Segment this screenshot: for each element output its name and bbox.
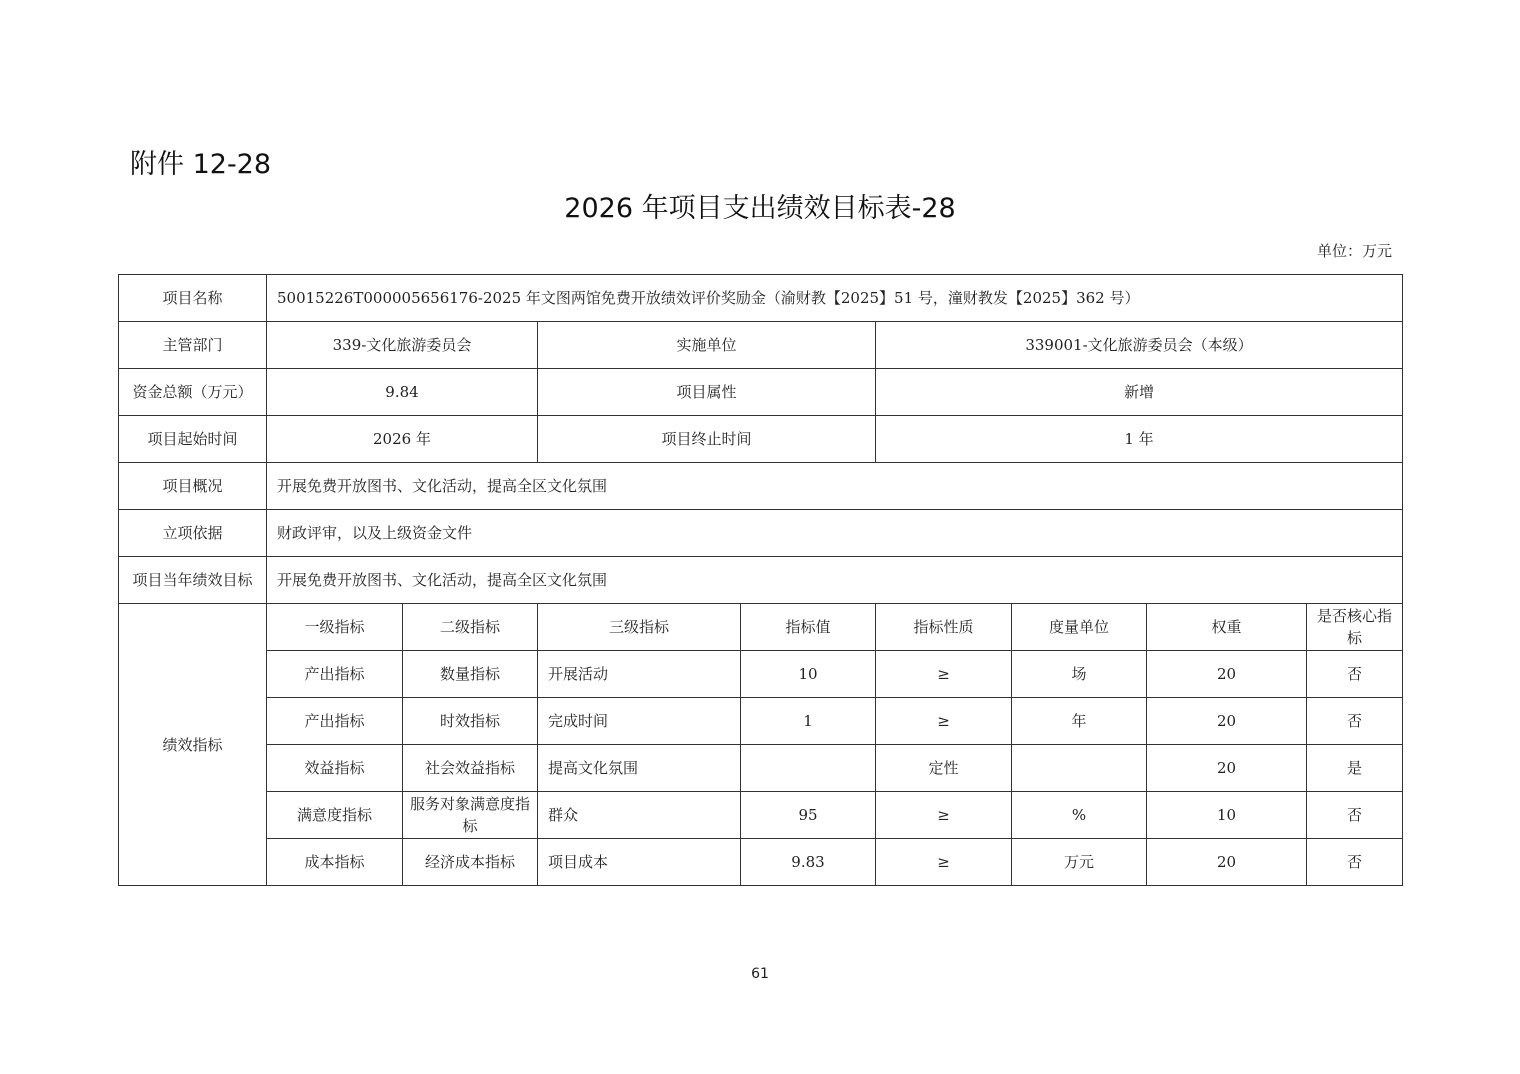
- fund-value: 9.84: [267, 369, 538, 416]
- attr-label: 项目属性: [538, 369, 876, 416]
- level1-cell: 产出指标: [267, 698, 403, 745]
- fund-label: 资金总额（万元）: [119, 369, 267, 416]
- basis-value: 财政评审，以及上级资金文件: [267, 510, 1403, 557]
- nature-cell: ≥: [876, 792, 1012, 839]
- level1-cell: 满意度指标: [267, 792, 403, 839]
- table-row: [119, 839, 1403, 886]
- value-cell: 10: [741, 651, 876, 698]
- indicator-header-row: [119, 604, 1403, 651]
- goal-label: 项目当年绩效目标: [119, 557, 267, 604]
- start-value: 2026 年: [267, 416, 538, 463]
- unit-cell: 万元: [1012, 839, 1147, 886]
- level2-cell: 经济成本指标: [403, 839, 538, 886]
- impl-label: 实施单位: [538, 322, 876, 369]
- project-name-label: 项目名称: [119, 275, 267, 322]
- header-cell: 一级指标: [267, 604, 403, 651]
- unit-cell: [1012, 745, 1147, 792]
- unit-cell: 年: [1012, 698, 1147, 745]
- table-row: [119, 698, 1403, 745]
- header-cell: 三级指标: [538, 604, 741, 651]
- header-cell: 指标值: [741, 604, 876, 651]
- nature-cell: ≥: [876, 839, 1012, 886]
- row-overview: [119, 463, 1403, 510]
- overview-value: 开展免费开放图书、文化活动，提高全区文化氛围: [267, 463, 1403, 510]
- impl-value: 339001-文化旅游委员会（本级）: [876, 322, 1403, 369]
- level2-cell: 时效指标: [403, 698, 538, 745]
- weight-cell: 10: [1147, 792, 1307, 839]
- level2-cell: 数量指标: [403, 651, 538, 698]
- level3-cell: 完成时间: [538, 698, 741, 745]
- page-number: 61: [751, 966, 769, 982]
- end-value: 1 年: [876, 416, 1403, 463]
- row-goal: [119, 557, 1403, 604]
- core-cell: 否: [1307, 698, 1403, 745]
- unit-cell: 场: [1012, 651, 1147, 698]
- table-row: [119, 745, 1403, 792]
- nature-cell: ≥: [876, 698, 1012, 745]
- level3-cell: 项目成本: [538, 839, 741, 886]
- start-label: 项目起始时间: [119, 416, 267, 463]
- attr-value: 新增: [876, 369, 1403, 416]
- level2-cell: 社会效益指标: [403, 745, 538, 792]
- row-fund: [119, 369, 1403, 416]
- nature-cell: ≥: [876, 651, 1012, 698]
- row-project-name: [119, 275, 1403, 322]
- row-basis: [119, 510, 1403, 557]
- level3-cell: 开展活动: [538, 651, 741, 698]
- overview-label: 项目概况: [119, 463, 267, 510]
- weight-cell: 20: [1147, 745, 1307, 792]
- weight-cell: 20: [1147, 839, 1307, 886]
- table-row: [119, 792, 1403, 839]
- performance-target-table: [118, 274, 1403, 886]
- header-cell: 二级指标: [403, 604, 538, 651]
- level1-cell: 成本指标: [267, 839, 403, 886]
- value-cell: 9.83: [741, 839, 876, 886]
- level2-cell: 服务对象满意度指标: [403, 792, 538, 839]
- row-dept: [119, 322, 1403, 369]
- level3-cell: 提高文化氛围: [538, 745, 741, 792]
- core-cell: 否: [1307, 792, 1403, 839]
- basis-label: 立项依据: [119, 510, 267, 557]
- nature-cell: 定性: [876, 745, 1012, 792]
- level1-cell: 效益指标: [267, 745, 403, 792]
- attachment-label: 附件 12-28: [130, 149, 272, 180]
- header-cell: 权重: [1147, 604, 1307, 651]
- project-name-value: 50015226T000005656176-2025 年文图两馆免费开放绩效评价奖励金（渝财教【2025】51 号，潼财教发【2025】362 号）: [267, 275, 1403, 322]
- unit-label: 单位：万元: [1316, 242, 1392, 260]
- weight-cell: 20: [1147, 651, 1307, 698]
- header-cell: 指标性质: [876, 604, 1012, 651]
- value-cell: 95: [741, 792, 876, 839]
- weight-cell: 20: [1147, 698, 1307, 745]
- end-label: 项目终止时间: [538, 416, 876, 463]
- dept-label: 主管部门: [119, 322, 267, 369]
- row-time: [119, 416, 1403, 463]
- dept-value: 339-文化旅游委员会: [267, 322, 538, 369]
- goal-value: 开展免费开放图书、文化活动，提高全区文化氛围: [267, 557, 1403, 604]
- level1-cell: 产出指标: [267, 651, 403, 698]
- indicator-section-label: 绩效指标: [119, 604, 267, 886]
- value-cell: [741, 745, 876, 792]
- value-cell: 1: [741, 698, 876, 745]
- table-row: [119, 651, 1403, 698]
- header-cell: 是否核心指标: [1307, 604, 1403, 651]
- page-title: 2026 年项目支出绩效目标表-28: [564, 193, 956, 224]
- core-cell: 否: [1307, 839, 1403, 886]
- level3-cell: 群众: [538, 792, 741, 839]
- unit-cell: %: [1012, 792, 1147, 839]
- core-cell: 否: [1307, 651, 1403, 698]
- header-cell: 度量单位: [1012, 604, 1147, 651]
- core-cell: 是: [1307, 745, 1403, 792]
